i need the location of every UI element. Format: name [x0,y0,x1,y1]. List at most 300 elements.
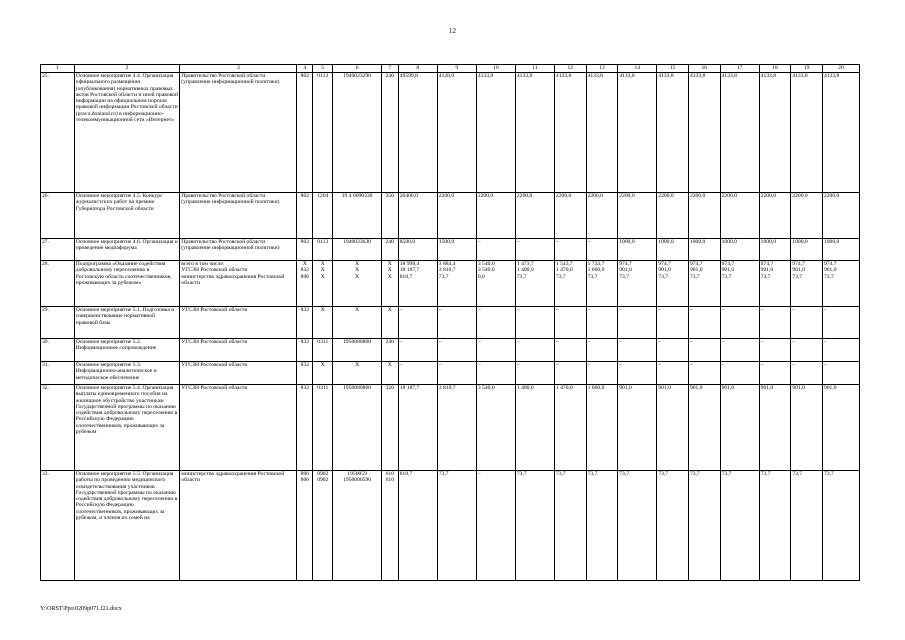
code-grbs-value: 832 [300,385,310,391]
amount-cell [398,385,437,471]
code-csr-value: X [355,267,360,274]
code-rzpr [313,307,333,339]
activity-name: Основное мероприятие 4.4. Организация официального размещения (опубликования) нормативных правовых актов Ростовской области и иной правовой информации на официальном портале правовой информации Ростовской области (pravo.donland.ru) в информационно-телекоммуникационной сети «Интернет» [74,73,180,193]
code-vr [381,307,398,339]
amount-value: – [689,307,693,313]
budget-table [40,64,860,581]
amount-value: – [619,362,623,368]
activity-name: Основное мероприятие 4.5. Конкурс журналистских работ на премию Губернатора Ростовской области [74,193,180,239]
amount-value: 1 470,0 [555,385,573,391]
amount-cell [476,385,515,471]
code-csr-value: X [355,307,360,313]
amount-value: 4133,8 [760,73,777,79]
column-number: 11 [515,65,554,73]
amount-cell [515,73,554,193]
amount-cell [398,471,437,581]
code-vr [381,471,398,581]
amount-cell [822,239,859,261]
amount-cell [618,339,657,362]
amount-value: – [823,362,827,368]
amount-value: 73,7 [438,471,449,477]
code-rzpr-value: 1204 [317,193,329,199]
row-number: 29. [41,307,75,339]
code-grbs-value: X [302,261,307,267]
column-number: 16 [688,65,720,73]
column-number: 1 [41,65,75,73]
code-rzpr-value: X [320,273,325,280]
executor-line: УГСЗН Ростовской области [181,267,248,274]
code-grbs-value: 832 [300,362,310,368]
code-grbs-value: 802 [300,239,310,245]
amount-value: 901,0 [689,385,703,391]
amount-value: 73,7 [792,273,803,280]
amount-value: 4128,0 [438,73,455,79]
code-vr [381,73,398,193]
amount-value: – [689,362,693,368]
executor-line: Правительство Ростовской области (управление информационной политики) [181,239,280,252]
table-row [41,73,860,193]
responsible-executor [180,307,297,339]
column-number: 20 [822,65,859,73]
amount-value: 901,0 [760,267,774,274]
amount-value: 901,0 [792,385,805,391]
code-grbs [297,73,313,193]
code-grbs-value: 806 [300,471,310,477]
amount-cell [791,261,823,307]
amount-value: 73,7 [792,471,803,477]
responsible-executor [180,471,297,581]
table-row [41,339,860,362]
amount-cell [688,193,720,239]
amount-value: 73,7 [721,273,732,280]
amount-cell [476,73,515,193]
amount-cell [759,385,791,471]
amount-cell [791,307,823,339]
amount-value: 901,0 [619,385,632,391]
amount-value: 901,0 [760,385,774,391]
amount-value: – [760,362,764,368]
amount-value: 73,7 [760,273,771,280]
amount-value: – [399,362,403,368]
amount-cell [515,339,554,362]
amount-cell [515,239,554,261]
code-vr [381,362,398,385]
amount-value: – [477,362,481,368]
amount-value: 1000,0 [792,239,808,245]
amount-value: 73,7 [516,471,527,477]
code-rzpr [313,385,333,471]
code-vr [381,261,398,307]
amount-value: 4133,8 [516,73,533,79]
amount-cell [759,362,791,385]
code-vr-value: X [387,273,392,280]
amount-cell [437,339,476,362]
code-vr-value: 350 [385,193,394,199]
amount-cell [554,261,586,307]
amount-cell [822,73,859,193]
responsible-executor [180,362,297,385]
amount-value: 49599,8 [399,73,418,79]
amount-cell [822,339,859,362]
column-number: 15 [657,65,689,73]
responsible-executor [180,239,297,261]
column-number: 12 [554,65,586,73]
amount-cell [791,239,823,261]
code-grbs [297,307,313,339]
code-csr [333,471,382,581]
amount-value: 73,7 [658,273,669,280]
amount-cell [618,193,657,239]
amount-cell [476,307,515,339]
amount-cell [720,339,759,362]
amount-value: 2200,0 [721,193,737,199]
column-number: 19 [791,65,823,73]
amount-cell [720,385,759,471]
amount-value: 810,7 [399,471,413,477]
amount-cell [618,385,657,471]
table-row [41,193,860,239]
activity-name: Основное мероприятие 5.5. Организация работы по проведению медицинского освидетельствования участников Государственной программы по оказанию содействия добровольному переселению в Российскую Федерацию соотечественников, проживающих за рубежом, и членов их семей на [74,471,180,581]
amount-cell [720,362,759,385]
amount-cell [822,385,859,471]
amount-cell [720,261,759,307]
amount-cell [398,261,437,307]
amount-value: 974,7 [792,261,805,267]
amount-cell [720,193,759,239]
amount-value: – [792,339,796,345]
amount-value: – [721,339,725,345]
executor-line: УГСЗН Ростовской области [181,385,248,391]
amount-value: – [399,307,403,313]
executor-line: министерство здравоохранения Ростовской области [181,273,285,286]
amount-cell [822,193,859,239]
amount-cell [688,362,720,385]
amount-value: 1500,0 [438,239,455,245]
row-number: 33. [41,471,75,581]
amount-value: 2200,0 [823,193,840,199]
amount-cell [476,239,515,261]
amount-cell [476,362,515,385]
row-number: 26. [41,193,75,239]
code-vr [381,339,398,362]
amount-value: – [587,239,591,245]
amount-value: – [721,362,725,368]
amount-cell [791,362,823,385]
code-csr [333,261,382,307]
amount-value: 73,7 [587,273,598,280]
amount-cell [720,73,759,193]
amount-value: 1 543,7 [555,261,573,267]
activity-name: Основное мероприятие 5.2. Информационное сопровождение [74,339,180,362]
amount-value: – [823,339,827,345]
amount-value: – [587,307,591,313]
code-vr-value: X [387,261,392,267]
amount-cell [657,307,689,339]
code-grbs-value: 832 [300,307,310,313]
code-rzpr [313,261,333,307]
amount-cell [822,362,859,385]
amount-value: – [555,239,559,245]
amount-value: – [792,307,796,313]
amount-value: – [619,339,623,345]
amount-value: 4133,8 [823,73,840,79]
amount-value: – [555,362,559,368]
column-number: 18 [759,65,791,73]
amount-cell [398,339,437,362]
amount-value: 73,7 [555,471,566,477]
amount-value: – [516,339,520,345]
amount-value: – [555,339,559,345]
amount-cell [657,339,689,362]
amount-value: 901,0 [689,267,703,274]
amount-value: 1 473,7 [516,261,534,267]
code-vr [381,193,398,239]
amount-cell [554,73,586,193]
amount-value: 1 400,0 [516,385,534,391]
responsible-executor [180,193,297,239]
amount-cell [759,73,791,193]
amount-cell [657,73,689,193]
amount-cell [657,362,689,385]
amount-value: 2200,0 [792,193,808,199]
code-csr [333,307,382,339]
amount-value: 4133,8 [689,73,706,79]
code-vr [381,385,398,471]
amount-value: 3 810,7 [438,385,456,391]
amount-cell [759,193,791,239]
amount-value: – [516,362,520,368]
amount-value: – [658,362,662,368]
amount-cell [759,471,791,581]
amount-value: 2200,0 [619,193,635,199]
amount-value: – [792,362,796,368]
code-grbs [297,239,313,261]
activity-name: Основное мероприятие 5.4. Организация выплаты единовременного пособия на жилищное обустройство участникам Государственной программы по оказанию содействия добровольному переселению в Российскую Федерацию соотечественников, проживающих за рубежом [74,385,180,471]
amount-value: 974,7 [823,261,837,267]
code-vr-value: 610 [385,477,394,484]
amount-value: 3 540,0 [477,267,495,274]
executor-line: Правительство Ростовской области (управление информационной политики) [181,193,280,206]
code-csr-value: 1950000590 [343,477,372,484]
code-rzpr-value: 0902 [317,477,329,484]
amount-value: – [555,307,559,313]
responsible-executor [180,261,297,307]
amount-value: 18 998,4 [399,261,420,267]
amount-cell [398,362,437,385]
amount-cell [586,261,618,307]
amount-value: 4133,8 [792,73,808,79]
amount-value: 73,7 [619,471,630,477]
amount-cell [476,261,515,307]
amount-value: 901,0 [792,267,805,274]
amount-cell [515,385,554,471]
code-vr-value: 240 [385,73,394,79]
amount-cell [688,73,720,193]
code-rzpr [313,73,333,193]
row-number: 30. [41,339,75,362]
amount-cell [618,471,657,581]
responsible-executor [180,385,297,471]
amount-cell [554,193,586,239]
code-csr-value: 19 4 0090330 [341,193,373,199]
amount-cell [618,307,657,339]
column-number: 13 [586,65,618,73]
amount-cell [437,471,476,581]
code-rzpr-value: 0902 [317,471,329,477]
code-rzpr-value: 0113 [317,239,329,245]
amount-cell [554,307,586,339]
code-csr [333,385,382,471]
amount-cell [688,471,720,581]
amount-value: 4133,8 [555,73,572,79]
row-number: 32. [41,385,75,471]
code-grbs-value: 802 [300,73,310,79]
amount-cell [398,239,437,261]
amount-cell [476,339,515,362]
row-number: 31. [41,362,75,385]
amount-value: 2200,0 [760,193,777,199]
amount-value: 974,7 [689,261,703,267]
column-number: 5 [313,65,333,73]
code-grbs [297,193,313,239]
amount-cell [437,193,476,239]
table-row [41,362,860,385]
amount-value: 1000,0 [658,239,674,245]
amount-value: 901,0 [823,385,837,391]
column-number: 8 [398,65,437,73]
code-rzpr [313,193,333,239]
amount-value: – [438,307,442,313]
code-csr-value: X [355,273,360,280]
amount-value: 810,7 [399,273,413,280]
amount-value: 1 470,0 [555,267,573,274]
executor-line: УГСЗН Ростовской области [181,307,248,313]
amount-value: 3 540,0 [477,261,495,267]
amount-value: 26400,0 [399,193,418,199]
amount-cell [586,339,618,362]
code-rzpr-value: 0113 [317,73,329,79]
amount-value: 73,7 [516,273,527,280]
amount-value: 901,0 [658,267,671,274]
amount-cell [791,471,823,581]
amount-cell [554,471,586,581]
code-grbs [297,471,313,581]
code-grbs-value: 832 [300,267,310,274]
amount-cell [398,193,437,239]
column-number: 6 [333,65,382,73]
amount-value: – [477,239,481,245]
column-number: 3 [180,65,297,73]
code-csr-value: 1940023630 [343,239,372,245]
amount-value: 1 660,0 [587,385,605,391]
amount-value: – [477,471,481,477]
code-csr-value: 1950080860 [343,385,372,391]
row-number: 27. [41,239,75,261]
amount-value: – [658,307,662,313]
amount-cell [476,193,515,239]
executor-line: министерство здравоохранения Ростовской области [181,471,285,484]
page-number: 12 [449,27,456,35]
amount-cell [586,73,618,193]
amount-cell [554,362,586,385]
row-number: 25. [41,73,75,193]
amount-value: 73,7 [438,273,449,280]
amount-value: – [399,339,403,345]
code-rzpr-value: X [320,261,325,267]
code-rzpr-value: X [320,362,325,368]
amount-value: – [516,307,520,313]
amount-value: 2200,0 [689,193,706,199]
amount-cell [657,471,689,581]
amount-value: 4133,8 [721,73,737,79]
amount-value: – [477,339,481,345]
amount-value: 901,0 [619,267,632,274]
column-number: 14 [618,65,657,73]
executor-line: всего в том числе: [181,261,225,267]
amount-cell [586,471,618,581]
amount-cell [554,385,586,471]
amount-value: 2200,0 [587,193,603,199]
code-vr-value: 240 [385,239,394,245]
column-number: 4 [297,65,313,73]
amount-value: 1000,0 [760,239,777,245]
executor-line: Правительство Ростовской области (управление информационной политики) [181,73,280,86]
amount-value: 3 884,4 [438,261,456,267]
amount-cell [437,307,476,339]
amount-value: 901,0 [721,385,735,391]
code-csr [333,362,382,385]
code-grbs-value: 806 [300,477,310,484]
amount-value: – [760,307,764,313]
amount-cell [759,339,791,362]
table-row [41,471,860,581]
amount-value: – [760,339,764,345]
responsible-executor [180,339,297,362]
amount-cell [688,307,720,339]
code-rzpr [313,239,333,261]
responsible-executor [180,73,297,193]
amount-value: 974,7 [619,261,632,267]
amount-value: – [587,339,591,345]
amount-value: 974,7 [658,261,671,267]
amount-cell [586,193,618,239]
amount-value: 73,7 [658,471,669,477]
amount-value: 901,0 [823,267,837,274]
amount-value: 73,7 [555,273,566,280]
amount-value: 901,0 [721,267,735,274]
amount-value: – [587,362,591,368]
executor-line: УГСЗН Ростовской области [181,362,248,368]
amount-cell [791,73,823,193]
code-grbs [297,339,313,362]
amount-value: – [658,339,662,345]
table-row [41,261,860,307]
amount-cell [437,362,476,385]
amount-value: 1 733,7 [587,261,605,267]
code-csr [333,239,382,261]
amount-value: – [619,307,623,313]
amount-cell [618,261,657,307]
amount-cell [657,193,689,239]
amount-value: – [438,362,442,368]
amount-cell [688,385,720,471]
amount-value: 974,7 [760,261,774,267]
code-csr [333,193,382,239]
code-grbs [297,362,313,385]
amount-cell [720,471,759,581]
amount-cell [759,307,791,339]
amount-value: – [689,339,693,345]
